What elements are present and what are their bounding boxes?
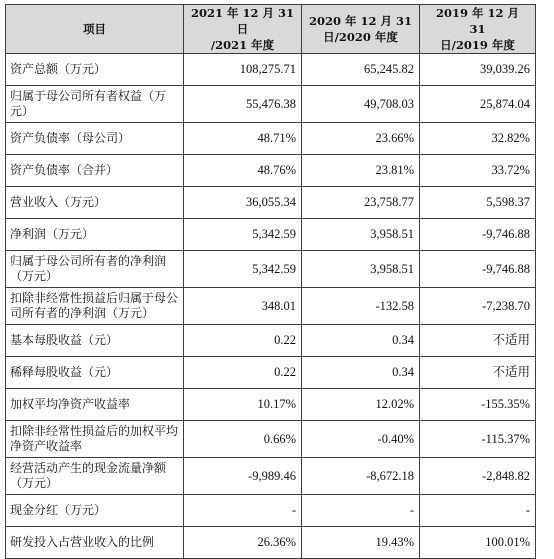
value-2019: -9,746.88 [420,251,536,288]
value-2020: 12.02% [302,389,420,421]
header-2019-line2: 日/2019 年度 [440,38,515,52]
table-body [6,54,536,559]
table-row [6,86,536,123]
value-2019: -115.37% [420,421,536,458]
value-2020: 19.43% [302,527,420,559]
row-label: 净利润（万元） [6,219,184,251]
header-2021-line2: /2021 年度 [210,38,275,52]
header-2021-line1: 2021 年 12 月 31 日 [190,6,295,36]
value-2021: 26.36% [184,527,302,559]
value-2021: 0.22 [184,357,302,389]
row-label: 归属于母公司所有者的净利润（万元） [6,251,184,288]
value-2020: 3,958.51 [302,251,420,288]
value-2019: 33.72% [420,155,536,187]
value-2019: 39,039.26 [420,54,536,86]
value-2021: - [184,495,302,527]
value-2021: 348.01 [184,288,302,325]
row-label: 稀释每股收益（元） [6,357,184,389]
value-2021: 0.22 [184,325,302,357]
table-row [6,288,536,325]
value-2021: 5,342.59 [184,251,302,288]
value-2021: 48.76% [184,155,302,187]
value-2021: 0.66% [184,421,302,458]
value-2019: -2,848.82 [420,458,536,495]
table-row [6,458,536,495]
value-2021: 108,275.71 [184,54,302,86]
header-2021 [184,5,302,54]
row-label: 现金分红（万元） [6,495,184,527]
value-2019: 不适用 [420,325,536,357]
table-row [6,357,536,389]
value-2020: 0.34 [302,357,420,389]
value-2020: 23,758.77 [302,187,420,219]
table-row [6,251,536,288]
header-2019 [420,5,536,54]
value-2021: 36,055.34 [184,187,302,219]
row-label: 扣除非经常性损益后的加权平均净资产收益率 [6,421,184,458]
row-label: 资产总额（万元） [6,54,184,86]
row-label: 资产负债率（母公司） [6,123,184,155]
value-2020: 49,708.03 [302,86,420,123]
value-2019: -9,746.88 [420,219,536,251]
value-2021: -9,989.46 [184,458,302,495]
table-row [6,421,536,458]
row-label: 营业收入（万元） [6,187,184,219]
value-2021: 10.17% [184,389,302,421]
header-2020 [302,5,420,54]
value-2020: - [302,495,420,527]
value-2021: 5,342.59 [184,219,302,251]
table-row [6,155,536,187]
value-2020: 65,245.82 [302,54,420,86]
row-label: 基本每股收益（元） [6,325,184,357]
financial-data-table [5,4,536,559]
value-2020: -132.58 [302,288,420,325]
table-row [6,527,536,559]
value-2020: -0.40% [302,421,420,458]
value-2020: 23.66% [302,123,420,155]
row-label: 扣除非经常性损益后归属于母公司所有者的净利润（万元） [6,288,184,325]
header-item [6,5,184,54]
table-row [6,187,536,219]
row-label: 资产负债率（合并） [6,155,184,187]
value-2019: - [420,495,536,527]
value-2019: 25,874.04 [420,86,536,123]
value-2020: -8,672.18 [302,458,420,495]
table-row [6,325,536,357]
row-label: 归属于母公司所有者权益（万元） [6,86,184,123]
header-2019-line1: 2019 年 12 月 31 [435,6,520,36]
row-label: 研发投入占营业收入的比例 [6,527,184,559]
value-2019: 100.01% [420,527,536,559]
value-2019: 5,598.37 [420,187,536,219]
table-row [6,389,536,421]
value-2020: 23.81% [302,155,420,187]
value-2021: 55,476.38 [184,86,302,123]
value-2019: 不适用 [420,357,536,389]
value-2021: 48.71% [184,123,302,155]
table-row [6,123,536,155]
header-2020-line2: 日/2020 年度 [323,30,398,44]
table-row [6,219,536,251]
table-row [6,495,536,527]
value-2019: -155.35% [420,389,536,421]
table-header-row [6,5,536,54]
value-2019: -7,238.70 [420,288,536,325]
value-2020: 0.34 [302,325,420,357]
header-item-label: 项目 [83,22,106,36]
row-label: 加权平均净资产收益率 [6,389,184,421]
header-2020-line1: 2020 年 12 月 31 [308,14,413,28]
value-2020: 3,958.51 [302,219,420,251]
row-label: 经营活动产生的现金流量净额（万元） [6,458,184,495]
table-row [6,54,536,86]
value-2019: 32.82% [420,123,536,155]
